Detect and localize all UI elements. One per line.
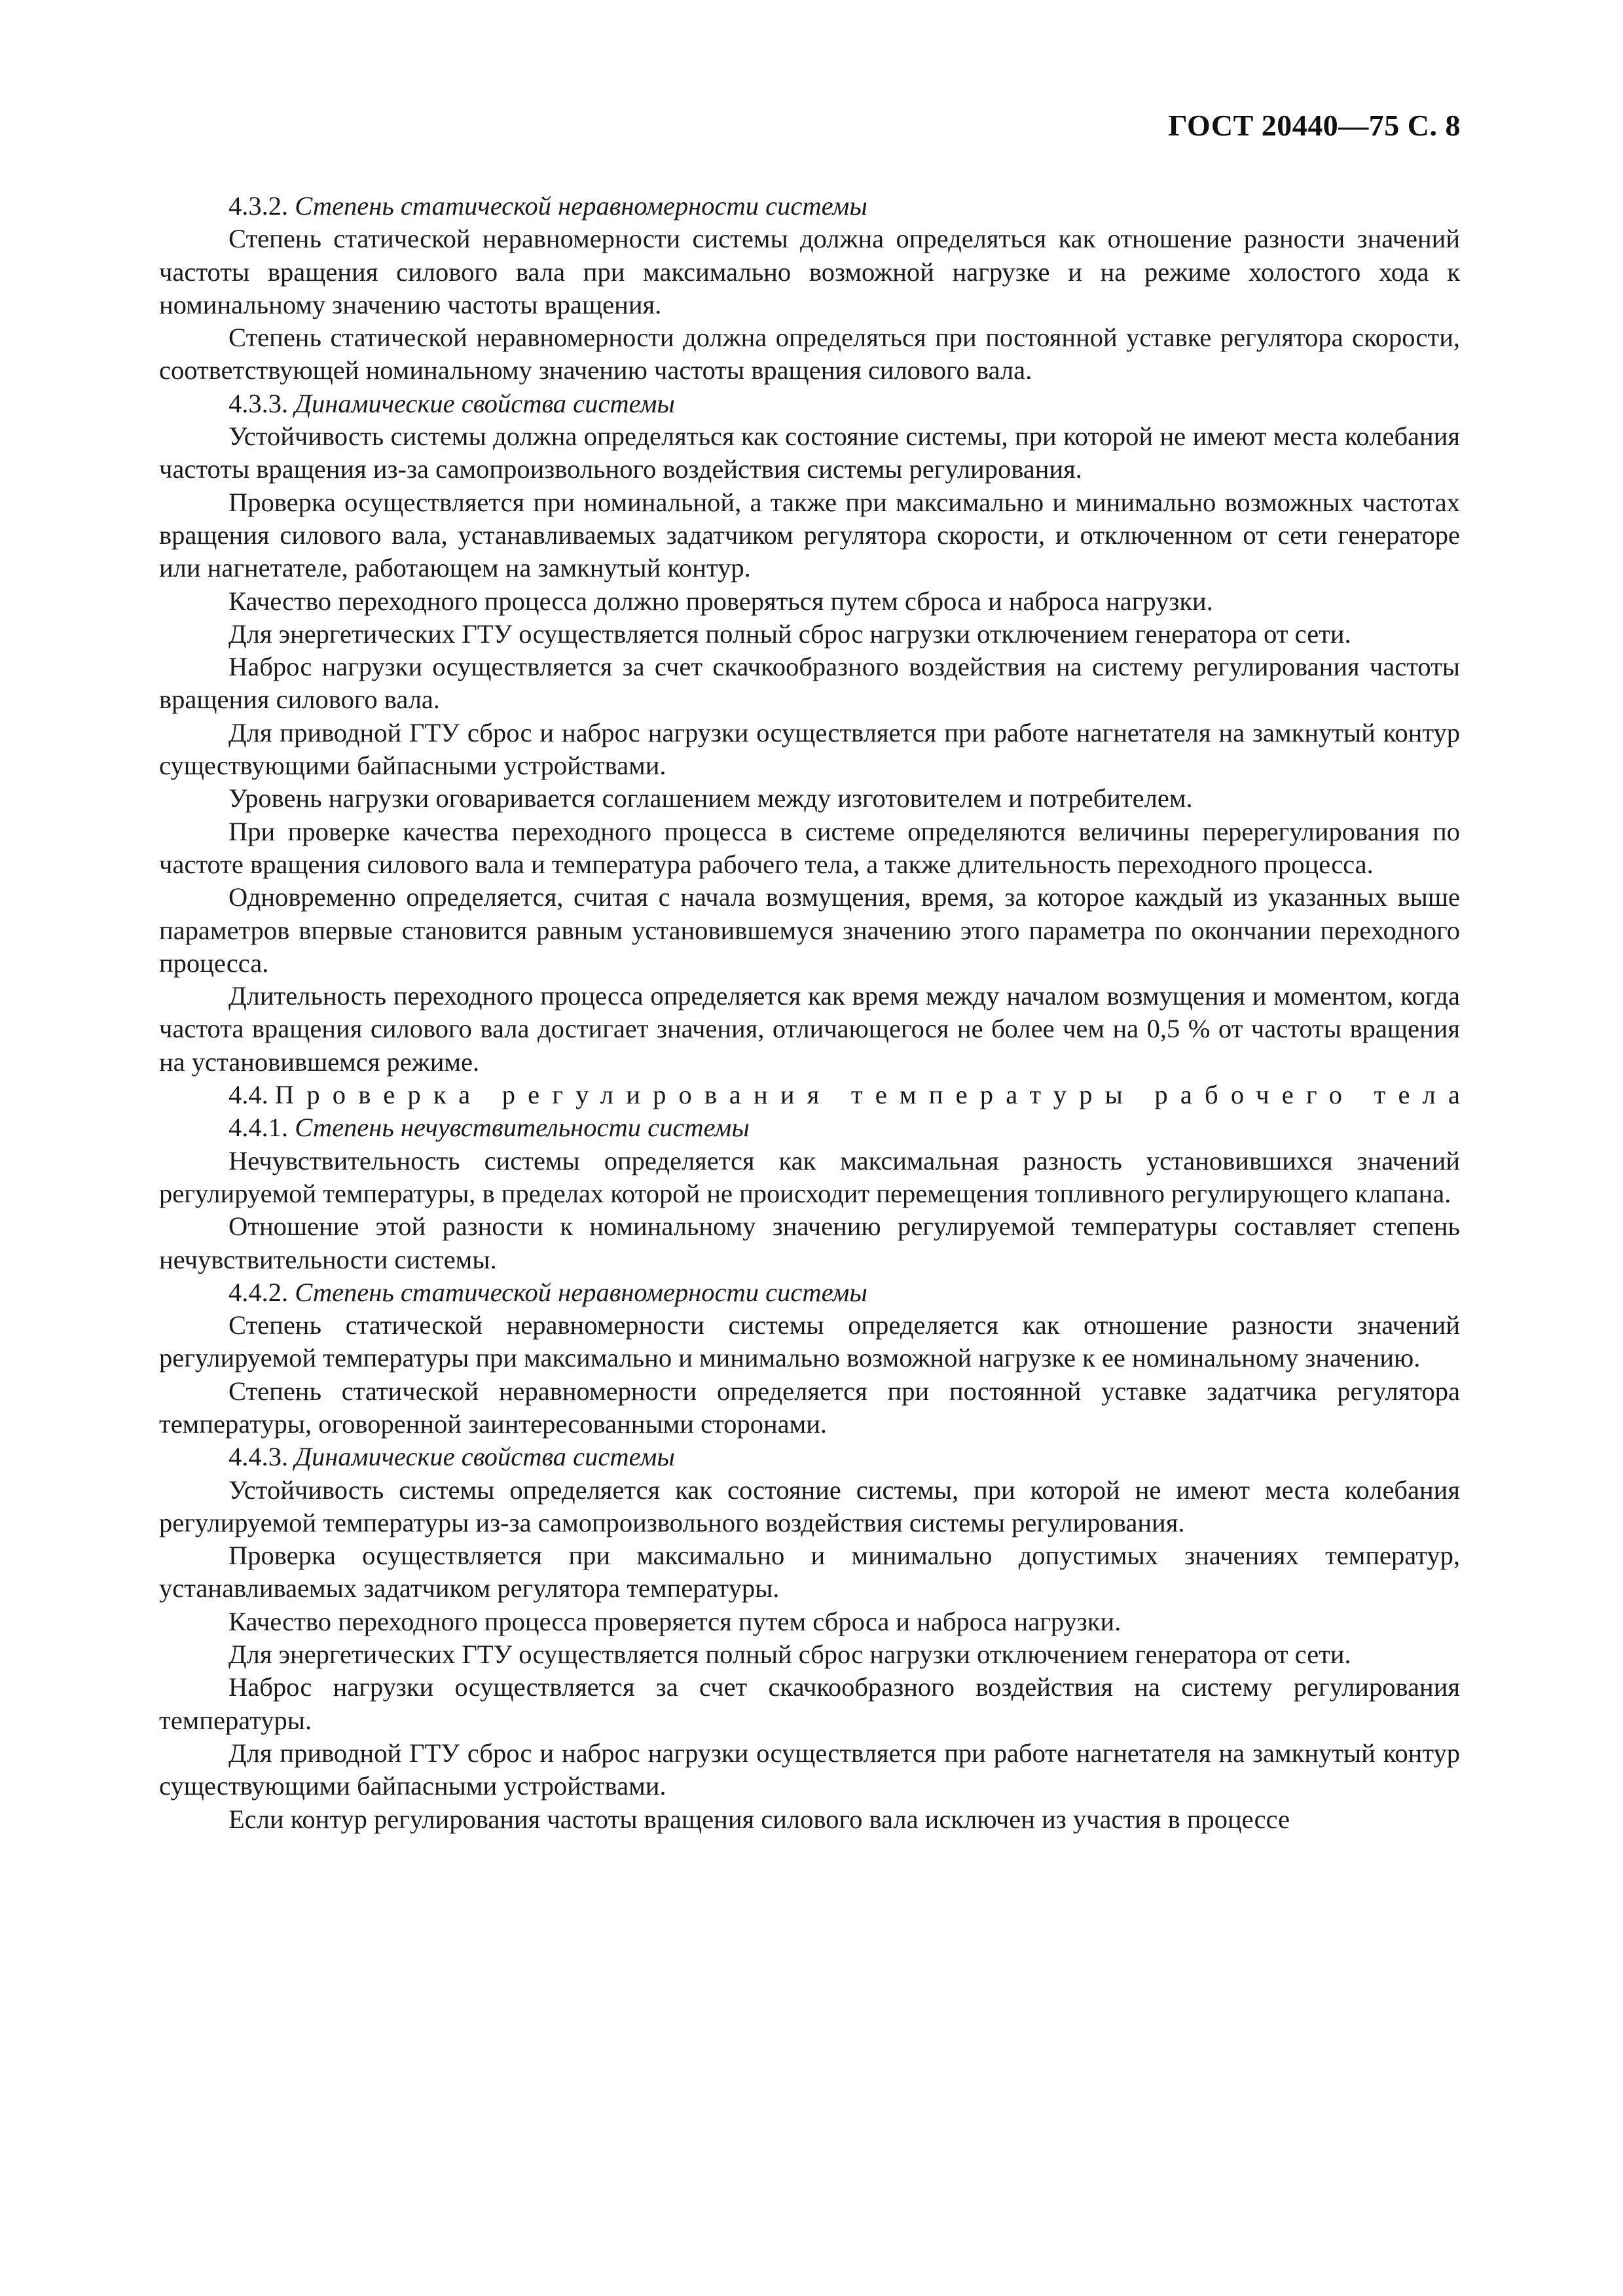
section-heading-4-4-3 [159,1441,1460,1473]
section-title: Динамические свойства системы [295,388,675,418]
paragraph: Уровень нагрузки оговаривается соглашением между изготовителем и потребителем. [228,783,1193,814]
running-header: ГОСТ 20440—75 С. 8 [1168,109,1461,142]
section-number: 4.3.3. [228,388,289,418]
section-number: 4.4.2. [228,1277,289,1307]
paragraph: Для энергетических ГТУ осуществляется полный сброс нагрузки отключением генератора от сети. [228,1640,1351,1670]
section-number: 4.4.3. [228,1442,289,1472]
paragraph: Степень статической неравномерности определяется при постоянной уставке задатчика регулятора температуры, оговоренной заинтересованными сторонами. [159,1376,1460,1439]
paragraph: Одновременно определяется, считая с начала возмущения, время, за которое каждый из указанных выше параметров впервые становится равным установившемуся значению этого параметра по окончании переходного процесса. [159,882,1460,978]
paragraph: Для приводной ГТУ сброс и наброс нагрузки осуществляется при работе нагнетателя на замкнутый контур существующими байпасными устройствами. [159,717,1460,781]
paragraph: Степень статической неравномерности системы определяется как отношение разности значений регулируемой температуры при максимально и минимально возможной нагрузке к ее номинальному значению. [159,1310,1460,1373]
paragraph: Отношение этой разности к номинальному значению регулируемой температуры составляет степень нечувствительности системы. [159,1211,1460,1274]
paragraph: Нечувствительность системы определяется как максимальная разность установившихся значений регулируемой температуры, в пределах которой не происходит перемещения топливного регулирующего клапана. [159,1145,1460,1208]
paragraph: При проверке качества переходного процесса в системе определяются величины перерегулирования по частоте вращения силового вала и температура рабочего тела, а также длительность переходного процесса. [159,816,1460,879]
paragraph: Проверка осуществляется при номинальной, а также при максимально и минимально возможных частотах вращения силового вала, устанавливаемых задатчиком регулятора скорости, и отключенном от сети генераторе или нагнетателе, работающем на замкнутый контур. [159,487,1460,583]
paragraph: Степень статической неравномерности должна определяться при постоянной уставке регулятора скорости, соответствующей номинальному значению частоты вращения силового вала. [159,323,1460,386]
paragraph: Наброс нагрузки осуществляется за счет скачкообразного воздействия на систему регулирования частоты вращения силового вала. [159,652,1460,715]
paragraph: Длительность переходного процесса определяется как время между началом возмущения и моментом, когда частота вращения силового вала достигает значения, отличающегося не более чем на 0,5 % от частоты вращения на установившемся режиме. [159,981,1460,1077]
section-heading-4-4-2 [159,1276,1460,1309]
section-number: 4.4. [228,1080,268,1110]
paragraph: Устойчивость системы определяется как состояние системы, при которой не имеют места колебания регулируемой температуры из-за самопроизвольного воздействия системы регулирования. [159,1475,1460,1537]
section-heading-4-3-3 [159,387,1460,420]
paragraph: Если контур регулирования частоты вращения силового вала исключен из участия в процессе [228,1804,1290,1834]
section-heading-4-4-1 [159,1111,1460,1144]
paragraph: Для приводной ГТУ сброс и наброс нагрузки осуществляется при работе нагнетателя на замкнутый контур существующими байпасными устройствами. [159,1738,1460,1801]
section-heading-4-4 [159,1079,1473,1111]
document-body [159,190,1473,1836]
paragraph: Степень статической неравномерности системы должна определяться как отношение разности значений частоты вращения силового вала при максимально возможной нагрузке и на режиме холостого хода к номинальному значению частоты вращения. [159,224,1460,319]
section-number: 4.4.1. [228,1113,289,1143]
paragraph: Наброс нагрузки осуществляется за счет скачкообразного воздействия на систему регулирования температуры. [159,1672,1460,1735]
section-title: Степень статической неравномерности системы [295,191,867,221]
section-title: Динамические свойства системы [295,1442,675,1472]
paragraph: Качество переходного процесса проверяется путем сброса и наброса нагрузки. [228,1606,1122,1636]
section-title: Степень статической неравномерности системы [295,1277,867,1307]
paragraph: Устойчивость системы должна определяться как состояние системы, при которой не имеют места колебания частоты вращения из-за самопроизвольного воздействия системы регулирования. [159,422,1460,484]
paragraph: Для энергетических ГТУ осуществляется полный сброс нагрузки отключением генератора от сети. [228,619,1351,649]
section-title: Проверка регулирования температуры рабочего тела [274,1080,1473,1110]
section-number: 4.3.2. [228,191,289,221]
paragraph: Проверка осуществляется при максимально и минимально допустимых значениях температур, устанавливаемых задатчиком регулятора температуры. [159,1541,1460,1604]
section-title: Степень нечувствительности системы [295,1113,750,1143]
section-heading-4-3-2 [159,190,1460,223]
paragraph: Качество переходного процесса должно проверяться путем сброса и наброса нагрузки. [228,586,1213,616]
